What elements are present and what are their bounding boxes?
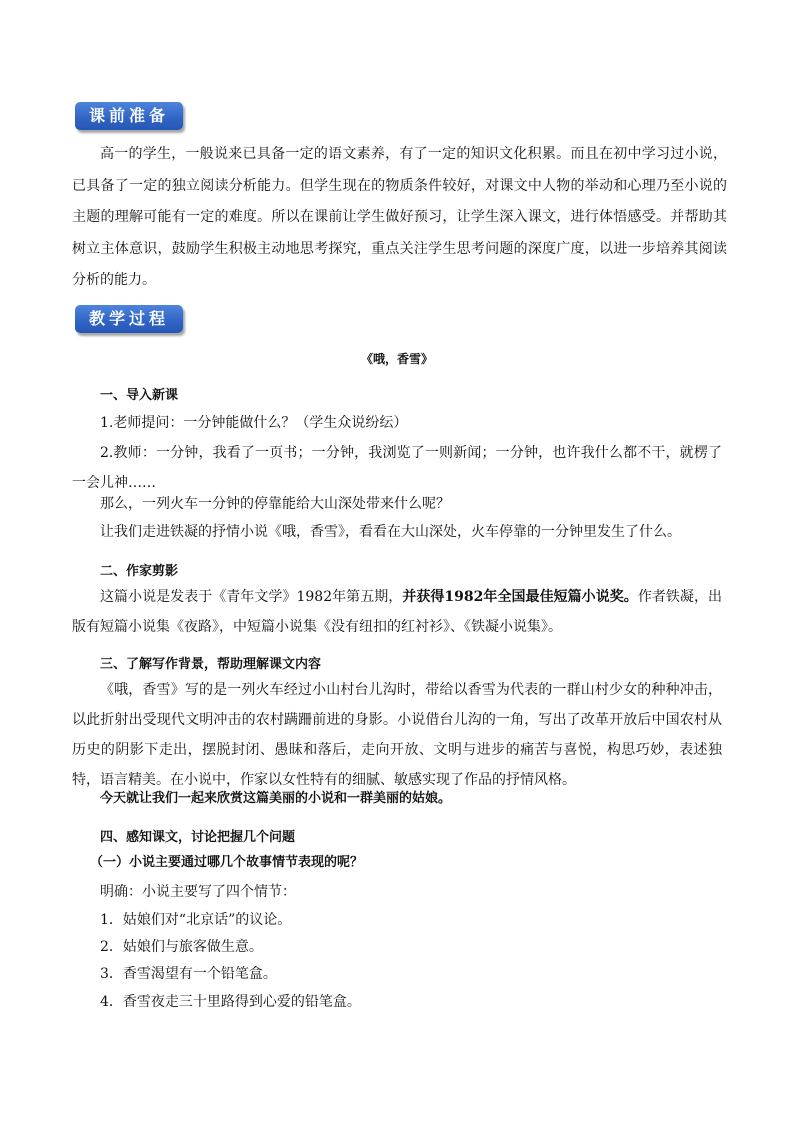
part1-heading: 一、导入新课 bbox=[100, 388, 179, 403]
part2-heading: 二、作家剪影 bbox=[100, 564, 179, 579]
part1-question-4: 让我们走进铁凝的抒情小说《哦，香雪》，看看在大山深处，火车停靠的一分钟里发生了什么。 bbox=[100, 524, 681, 540]
lesson-title: 《哦，香雪》 bbox=[360, 352, 433, 366]
list-item: 4．香雪夜走三十里路得到心爱的铅笔盒。 bbox=[100, 994, 361, 1010]
part4-subquestion: （一）小说主要通过哪几个故事情节表现的呢？ bbox=[90, 855, 364, 870]
part2-text-c: 作者铁凝，出版有短篇小说集《夜路》，中短篇小说集《没有纽扣的红衬衫》、《铁凝小说集》。 bbox=[72, 589, 723, 635]
part1-question-1: 1.老师提问：一分钟能做什么？（学生众说纷纭） bbox=[100, 415, 408, 431]
part3-heading: 三、了解写作背景，帮助理解课文内容 bbox=[100, 657, 322, 672]
part2-text-a: 这篇小说是发表于《青年文学》1982年第五期， bbox=[100, 589, 403, 605]
list-item: 3．香雪渴望有一个铅笔盒。 bbox=[100, 966, 277, 982]
list-item: 1．姑娘们对“北京话”的议论。 bbox=[100, 912, 292, 928]
part4-answer: 明确：小说主要写了四个情节： bbox=[100, 884, 296, 900]
part1-question-2: 2.教师：一分钟，我看了一页书；一分钟，我浏览了一则新闻；一分钟，也许我什么都不干，就楞了一会儿神…… bbox=[72, 445, 722, 491]
prep-paragraph: 高一的学生，一般说来已具备一定的语文素养，有了一定的知识文化积累。而且在初中学习过小说，已具备了一定的独立阅读分析能力。但学生现在的物质条件较好，对课文中人物的举动和心理乃至小说的主题的理解可能有一定的难度。所以在课前让学生做好预习，让学生深入课文，进行体悟感受。并帮助其树立主体意识，鼓励学生积极主动地思考探究，重点关注学生思考问题的深度广度，以进一步培养其阅读分析的能力。 bbox=[72, 146, 727, 288]
list-item: 2．姑娘们与旅客做生意。 bbox=[100, 939, 263, 955]
part2-paragraph bbox=[72, 582, 722, 642]
part4-heading: 四、感知课文，讨论把握几个问题 bbox=[100, 830, 296, 845]
part2-award: 并获得1982年全国最佳短篇小说奖。 bbox=[402, 589, 638, 605]
part1-question-3: 那么，一列火车一分钟的停靠能给大山深处带来什么呢？ bbox=[100, 496, 450, 512]
part3-closing: 今天就让我们一起来欣赏这篇美丽的小说和一群美丽的姑娘。 bbox=[100, 791, 452, 806]
part3-body: 《哦，香雪》写的是一列火车经过小山村台儿沟时，带给以香雪为代表的一群山村少女的种种冲击，以此折射出受现代文明冲击的农村蹒跚前进的身影。小说借台儿沟的一角，写出了改革开放后中国农村从历史的阴影下走出，摆脱封闭、愚昧和落后，走向开放、文明与进步的痛苦与喜悦，构思巧妙，表述独特，语言精美。在小说中，作家以女性特有的细腻、敏感实现了作品的抒情风格。 bbox=[72, 682, 722, 788]
section-banner-process: 教学过程 bbox=[75, 305, 183, 333]
section-banner-prep: 课前准备 bbox=[75, 102, 183, 130]
